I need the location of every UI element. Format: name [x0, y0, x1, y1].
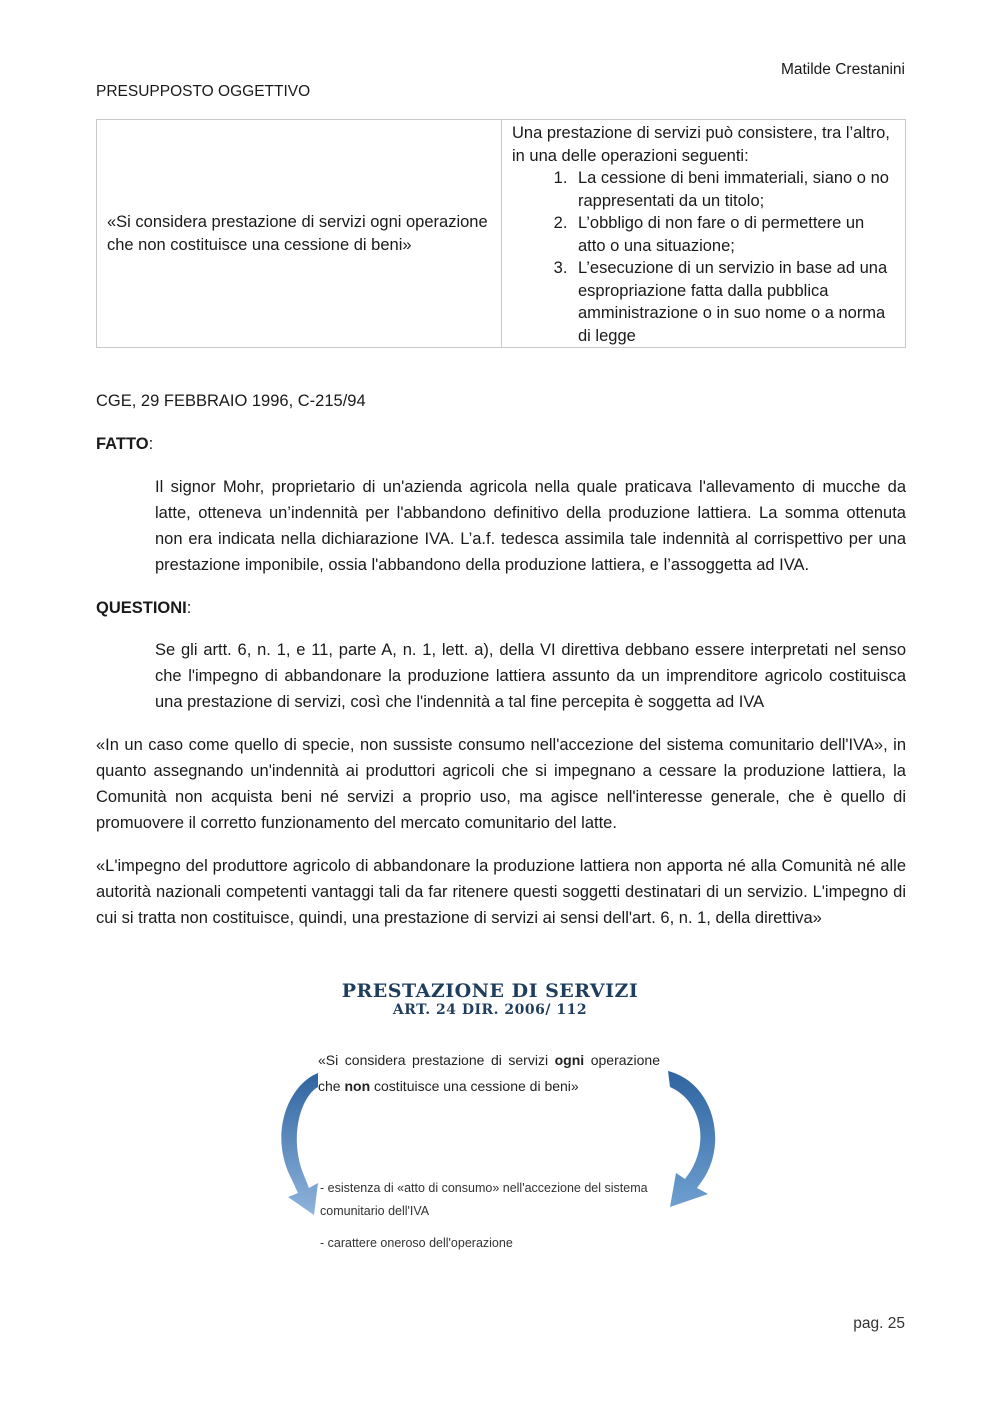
- ruling-paragraph-1: «In un caso come quello di specie, non sussiste consumo nell'accezione del sistema comunitario dell'IVA», in quanto assegnando un'indennità ai produttori agricoli che si impegnano a cessare la produzione lattiera, la Comunità non acquista beni né servizi a proprio uso, ma agisce nell'interesse generale, che è quello di promuovere il corretto funzionamento del mercato comunitario del latte.: [96, 736, 906, 832]
- ruling-paragraph-2: «L'impegno del produttore agricolo di abbandonare la produzione lattiera non apporta né alla Comunità né alle autorità nazionali competenti vantaggi tali da far ritenere questi soggetti destinatari di un servizio. L'impegno di cui si tratta non costituisce, quindi, una prestazione di servizi ai sensi dell'art. 6, n. 1, della direttiva»: [96, 857, 906, 927]
- fatto-paragraph: Il signor Mohr, proprietario di un'azienda agricola nella quale praticava l'allevamento di mucche da latte, otteneva un’indennità per l'abbandono definitivo della produzione lattiera. La somma ottenuta non era indicata nella dichiarazione IVA. L’a.f. tedesca assimila tale indennità al corrispettivo per una prestazione imponibile, ossia l'abbandono della produzione lattiera, e l’assoggetta ad IVA.: [155, 478, 906, 574]
- diagram-condition-onerous: - carattere oneroso dell'operazione: [320, 1236, 513, 1250]
- definition-table: [96, 119, 906, 348]
- header-author: Matilde Crestanini: [780, 61, 905, 78]
- table-row: [97, 120, 906, 348]
- questioni-label: QUESTIONI: [96, 599, 187, 617]
- diagram-subtitle: ART. 24 DIR. 2006/ 112: [392, 1002, 588, 1018]
- page-number: pag. 25: [853, 1315, 905, 1332]
- list-item: 3. L’esecuzione di un servizio in base ad una espropriazione fatta dalla pubblica amministrazione o in suo nome o a norma di legge: [572, 257, 895, 347]
- list-item: 1. La cessione di beni immateriali, siano o no rappresentati da un titolo;: [572, 167, 895, 212]
- questioni-colon: :: [186, 599, 192, 617]
- quote-text: «Si considera prestazione di servizi: [318, 1052, 555, 1068]
- questioni-heading: [96, 595, 906, 621]
- left-curved-arrow-icon: [281, 1073, 318, 1215]
- quote-text: costituisce una cessione di beni»: [370, 1078, 579, 1094]
- service-definition-diagram: [270, 975, 730, 1265]
- fatto-heading: [96, 431, 906, 457]
- case-heading: CGE, 29 FEBBRAIO 1996, C-215/94: [96, 392, 366, 410]
- right-curved-arrow-icon: [668, 1071, 715, 1207]
- fatto-label: FATTO: [96, 435, 149, 453]
- quote-emphasis: non: [344, 1078, 371, 1094]
- list-item: 2. L’obbligo di non fare o di permettere un atto o una situazione;: [572, 212, 895, 257]
- header-section-title: PRESUPPOSTO OGGETTIVO: [96, 83, 311, 100]
- quote-emphasis: ogni: [554, 1052, 585, 1068]
- questioni-paragraph: Se gli artt. 6, n. 1, e 11, parte A, n. 1, lett. a), della VI direttiva debbano essere interpretati nel senso che l'impegno di abbandonare la produzione lattiera assunto da un imprenditore agricolo costituisca una prestazione di servizi, così che l'indennità a tal fine percepita è soggetta ad IVA: [155, 641, 906, 711]
- operations-list: [512, 167, 895, 347]
- fatto-colon: :: [148, 435, 154, 453]
- table-cell-definition: «Si considera prestazione di servizi ogni operazione che non costituisce una cessione di beni»: [97, 120, 502, 348]
- quote-text: operazione che: [318, 1052, 660, 1094]
- diagram-condition-consumption: - esistenza di «atto di consumo» nell'accezione del sistema comunitario dell'IVA: [320, 1181, 648, 1218]
- diagram-quote: [318, 1047, 660, 1099]
- operations-intro: Una prestazione di servizi può consistere, tra l’altro, in una delle operazioni seguenti:: [512, 124, 890, 165]
- diagram-title: PRESTAZIONE DI SERVIZI: [341, 980, 639, 1002]
- table-cell-operations: [502, 120, 906, 348]
